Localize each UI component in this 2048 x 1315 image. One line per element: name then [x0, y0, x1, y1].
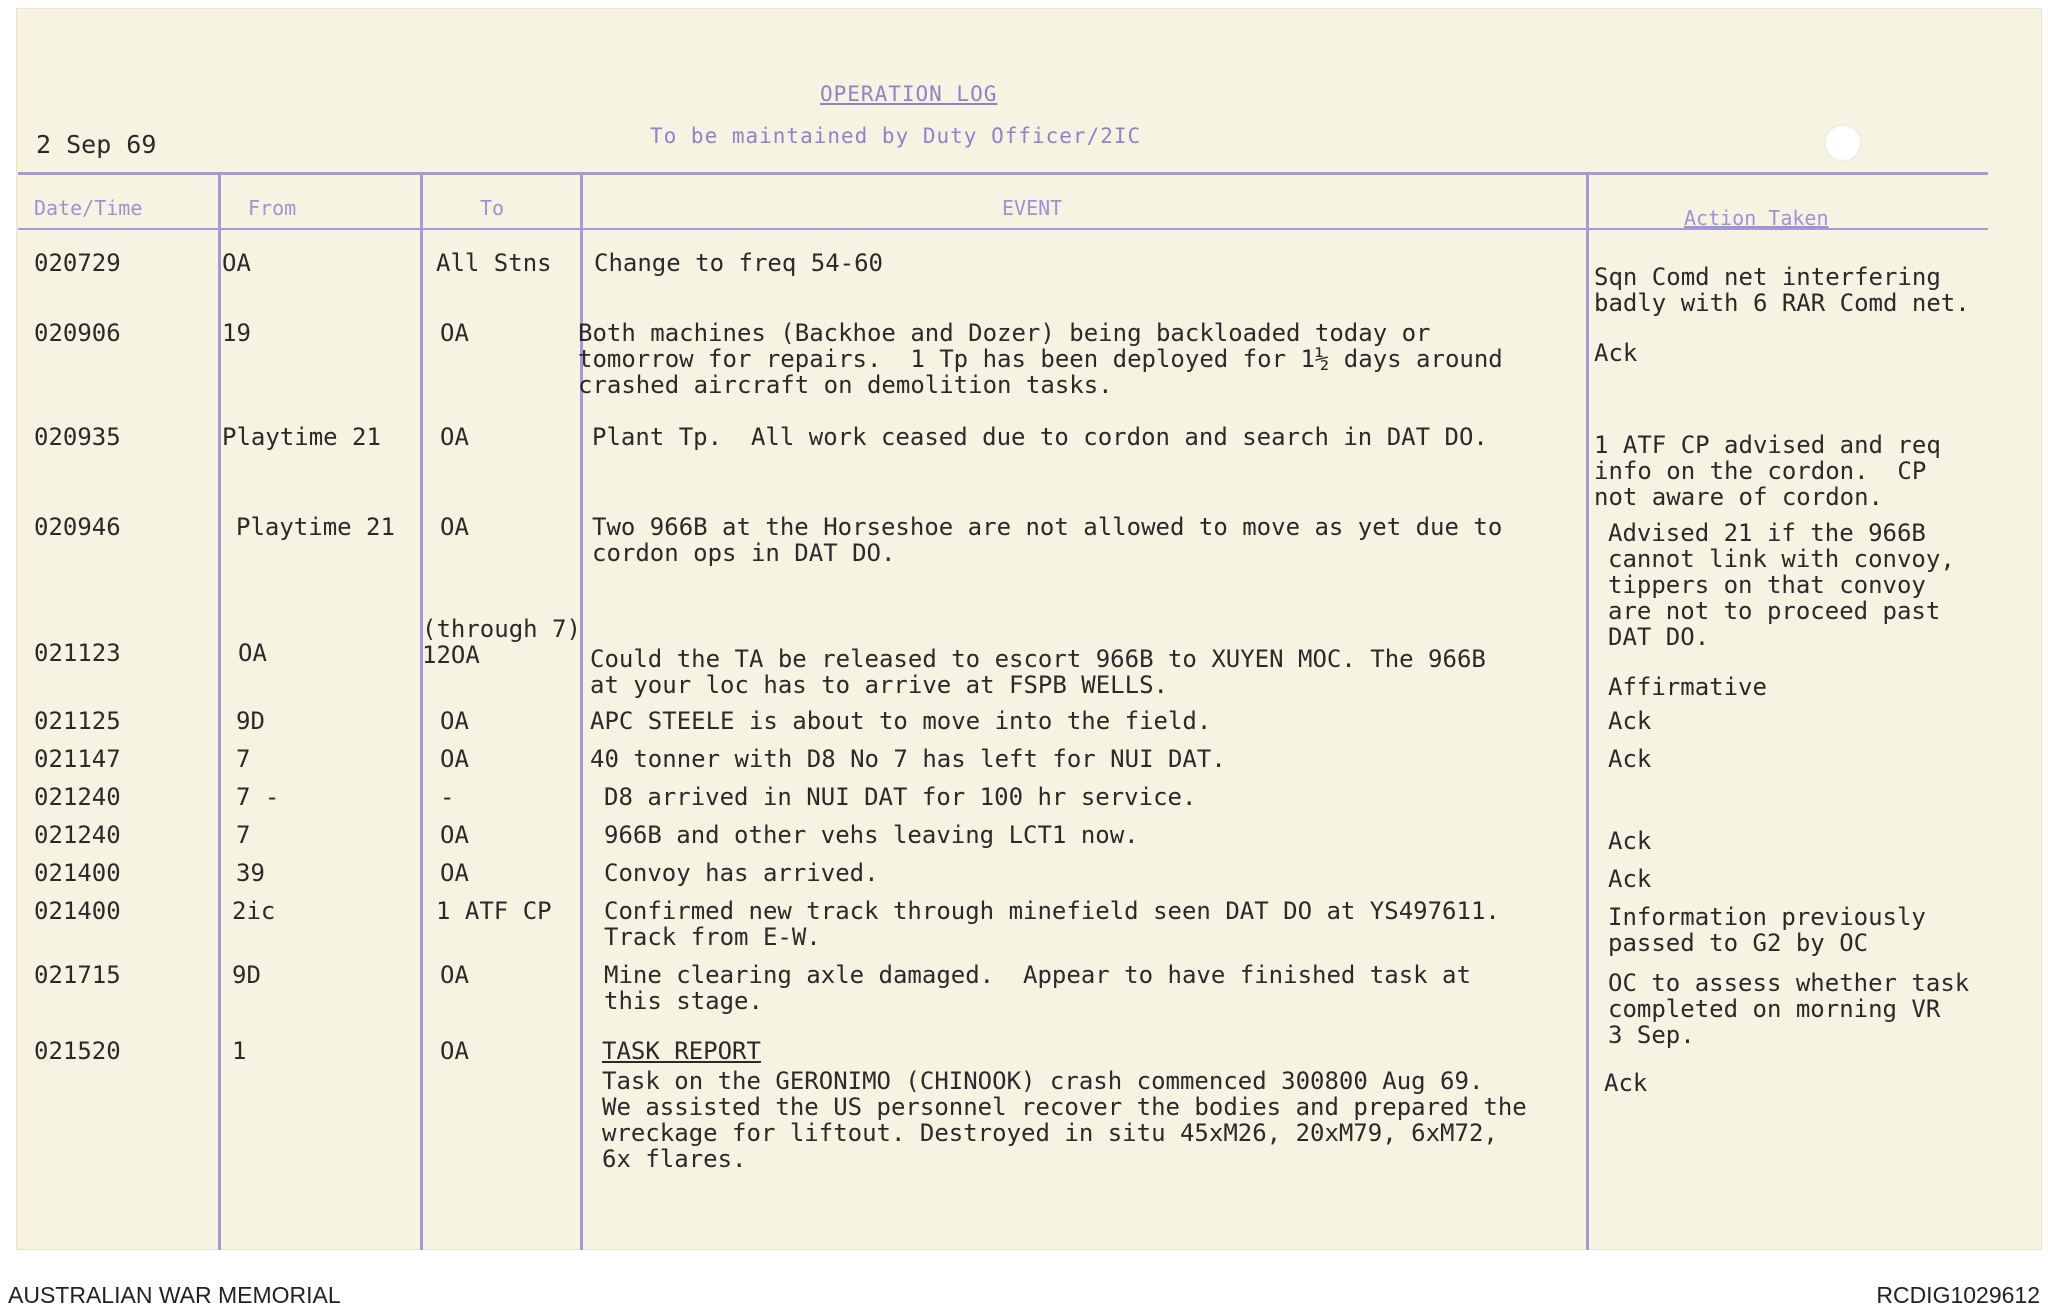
header-date-time: Date/Time	[34, 196, 143, 220]
punch-hole	[1824, 124, 1862, 162]
row-to: -	[440, 783, 455, 811]
row-date: 021240	[34, 821, 121, 849]
row-from: 2ic	[232, 897, 276, 925]
column-divider	[420, 172, 423, 1250]
row-date: 020906	[34, 319, 121, 347]
row-from: Playtime 21	[222, 423, 381, 451]
row-from: OA	[238, 639, 267, 667]
row-to: OA	[440, 513, 469, 541]
table-top-rule	[18, 172, 1988, 175]
row-from: 1	[232, 1037, 247, 1065]
row-date: 021240	[34, 783, 121, 811]
row-from: Playtime 21	[236, 513, 395, 541]
row-date: 020729	[34, 249, 121, 277]
row-date: 021125	[34, 707, 121, 735]
row-to: (through 7) 12OA	[422, 615, 581, 669]
row-to: OA	[440, 745, 469, 773]
row-action: Information previously passed to G2 by OC	[1608, 903, 1926, 957]
page-subtitle: To be maintained by Duty Officer/2IC	[650, 124, 1142, 148]
row-from: 7	[236, 821, 251, 849]
row-from: 39	[236, 859, 265, 887]
row-action: Ack	[1608, 745, 1652, 773]
row-event: 40 tonner with D8 No 7 has left for NUI DAT.	[590, 745, 1226, 773]
row-action: Ack	[1608, 827, 1652, 855]
row-action: 1 ATF CP advised and req info on the cordon. CP not aware of cordon.	[1594, 431, 1941, 511]
row-to: OA	[440, 423, 469, 451]
row-event: Confirmed new track through minefield seen DAT DO at YS497611. Track from E-W.	[604, 897, 1500, 951]
header-event: EVENT	[1002, 196, 1063, 220]
footer-source: AUSTRALIAN WAR MEMORIAL	[8, 1282, 341, 1308]
row-event: Both machines (Backhoe and Dozer) being backloaded today or tomorrow for repairs. 1 Tp has been deployed for 1½ days around crashed aircraft on demolition tasks.	[578, 319, 1503, 399]
row-to: 1 ATF CP	[436, 897, 552, 925]
header-from: From	[248, 196, 297, 220]
row-action: OC to assess whether task completed on morning VR 3 Sep.	[1608, 969, 1970, 1049]
row-date: 020935	[34, 423, 121, 451]
row-event: Mine clearing axle damaged. Appear to have finished task at this stage.	[604, 961, 1471, 1015]
row-to: OA	[440, 961, 469, 989]
row-from: OA	[222, 249, 251, 277]
column-divider	[1586, 172, 1589, 1250]
column-divider	[218, 172, 221, 1250]
row-date: 021400	[34, 859, 121, 887]
row-event: Plant Tp. All work ceased due to cordon and search in DAT DO.	[592, 423, 1488, 451]
row-to: OA	[440, 1037, 469, 1065]
row-date: 020946	[34, 513, 121, 541]
row-event: Change to freq 54-60	[594, 249, 883, 277]
row-from: 7	[236, 745, 251, 773]
row-event: Task on the GERONIMO (CHINOOK) crash commenced 300800 Aug 69. We assisted the US personnel recover the bodies and prepared the wreckage for liftout. Destroyed in situ 45xM26, 20xM79, 6xM72, 6x flares.	[602, 1067, 1527, 1173]
row-to: All Stns	[436, 249, 552, 277]
row-to: OA	[440, 319, 469, 347]
row-event: Could the TA be released to escort 966B to XUYEN MOC. The 966B at your loc has to arrive at FSPB WELLS.	[590, 645, 1486, 699]
row-from: 7 -	[236, 783, 280, 811]
row-date: 021715	[34, 961, 121, 989]
row-from: 9D	[232, 961, 261, 989]
row-to: OA	[440, 707, 469, 735]
log-date: 2 Sep 69	[36, 130, 157, 159]
row-date: 021123	[34, 639, 121, 667]
row-event: 966B and other vehs leaving LCT1 now.	[604, 821, 1139, 849]
row-to: OA	[440, 859, 469, 887]
row-to: OA	[440, 821, 469, 849]
header-action-taken: Action Taken	[1684, 206, 1829, 230]
row-event: Convoy has arrived.	[604, 859, 879, 887]
row-action: Sqn Comd net interfering badly with 6 RAR Comd net.	[1594, 263, 1970, 317]
row-date: 021147	[34, 745, 121, 773]
row-action: Ack	[1604, 1069, 1648, 1097]
header-to: To	[480, 196, 505, 220]
page-title: OPERATION LOG	[820, 82, 998, 106]
row-action: Ack	[1594, 339, 1638, 367]
row-action: Affirmative	[1608, 673, 1767, 701]
row-from: 9D	[236, 707, 265, 735]
row-event: D8 arrived in NUI DAT for 100 hr service.	[604, 783, 1197, 811]
row-date: 021520	[34, 1037, 121, 1065]
row-action: Advised 21 if the 966B cannot link with convoy, tippers on that convoy are not to proceed past DAT DO.	[1608, 519, 1955, 651]
footer-reference: RCDIG1029612	[1876, 1282, 2040, 1308]
row-from: 19	[222, 319, 251, 347]
row-action: Ack	[1608, 707, 1652, 735]
row-event: Two 966B at the Horseshoe are not allowed to move as yet due to cordon ops in DAT DO.	[592, 513, 1503, 567]
task-report-heading: TASK REPORT	[602, 1037, 761, 1065]
row-action: Ack	[1608, 865, 1652, 893]
row-date: 021400	[34, 897, 121, 925]
row-event: APC STEELE is about to move into the field.	[590, 707, 1212, 735]
